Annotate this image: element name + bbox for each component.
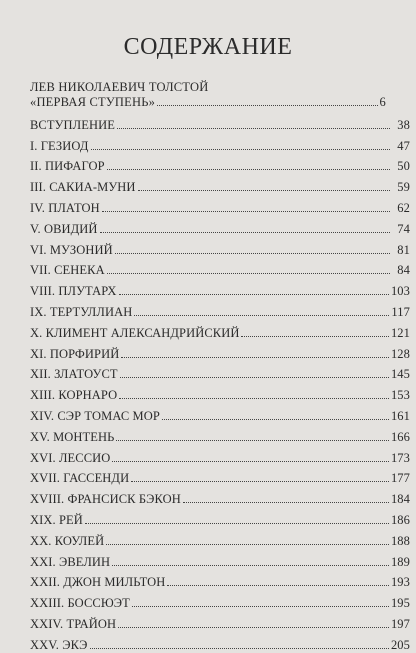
toc-entry-title: XV. МОНТЕНЬ (30, 429, 115, 444)
toc-entry[interactable] (30, 195, 410, 216)
page-number: 177 (390, 471, 410, 486)
page-number: 189 (390, 554, 410, 569)
page-number: 74 (397, 221, 410, 236)
page-number: 103 (390, 284, 410, 299)
dot-leader (119, 294, 389, 295)
page-number: 188 (390, 533, 410, 548)
dot-leader (85, 523, 389, 524)
dot-leader (107, 169, 390, 170)
page-number: 38 (397, 117, 410, 132)
toc-entry[interactable] (30, 424, 410, 445)
intro-author: ЛЕВ НИКОЛАЕВИЧ ТОЛСТОЙ (30, 80, 209, 94)
page-number: 117 (391, 304, 410, 319)
toc-entry-title: XIII. КОРНАРО (30, 388, 118, 403)
dot-leader (118, 627, 389, 628)
page-number: 153 (390, 388, 410, 403)
page-number: 145 (390, 367, 410, 382)
toc-entry[interactable] (30, 278, 410, 299)
page-number: 50 (397, 159, 410, 174)
page-number: 128 (390, 346, 410, 361)
page-number: 121 (390, 325, 410, 340)
toc-entry[interactable] (30, 341, 410, 362)
dot-leader (115, 253, 390, 254)
toc-entry-title: III. САКИА-МУНИ (30, 180, 136, 195)
toc-entry[interactable] (30, 237, 410, 258)
page-number: 193 (390, 575, 410, 590)
dot-leader (116, 440, 389, 441)
toc-entry[interactable] (30, 382, 410, 403)
toc-entry[interactable] (30, 507, 410, 528)
toc-entry-title: XVIII. ФРАНСИСК БЭКОН (30, 492, 181, 507)
toc-entry[interactable] (30, 466, 410, 487)
dot-leader (121, 357, 389, 358)
toc-entry[interactable] (30, 445, 410, 466)
toc-entry-title: XVI. ЛЕССИО (30, 450, 111, 465)
page-number: 47 (397, 138, 410, 153)
dot-leader (167, 585, 389, 586)
intro-entry[interactable] (30, 80, 386, 110)
toc-entry-title: V. ОВИДИЙ (30, 221, 98, 236)
toc-entry-title: XIX. РЕЙ (30, 512, 83, 527)
toc-entry-title: XIV. СЭР ТОМАС МОР (30, 408, 160, 423)
dot-leader (131, 481, 389, 482)
dot-leader (117, 128, 390, 129)
page-number: 84 (397, 263, 410, 278)
page-number: 81 (397, 242, 410, 257)
toc-entry[interactable] (30, 299, 410, 320)
toc-entry[interactable] (30, 632, 410, 653)
toc-entry-title: XXI. ЭВЕЛИН (30, 554, 111, 569)
toc-entry[interactable] (30, 133, 410, 154)
page-number: 161 (390, 408, 410, 423)
page-number: 197 (390, 616, 410, 631)
toc-entry[interactable] (30, 174, 410, 195)
toc-entry-title: VI. МУЗОНИЙ (30, 242, 113, 257)
toc-entry-title: IV. ПЛАТОН (30, 200, 100, 215)
page-number: 166 (390, 429, 410, 444)
toc-entry[interactable] (30, 611, 410, 632)
toc-entry-title: ВСТУПЛЕНИЕ (30, 117, 115, 132)
dot-leader (100, 232, 390, 233)
page-number: 59 (397, 180, 410, 195)
toc-entry[interactable] (30, 590, 410, 611)
page-number: 184 (390, 492, 410, 507)
dot-leader (162, 419, 389, 420)
dot-leader (138, 190, 390, 191)
page-number: 186 (390, 512, 410, 527)
dot-leader (119, 398, 389, 399)
toc-entry-title: XII. ЗЛАТОУСТ (30, 367, 118, 382)
dot-leader (107, 273, 390, 274)
dot-leader (132, 606, 389, 607)
toc-entry[interactable] (30, 403, 410, 424)
table-of-contents (30, 112, 410, 653)
dot-leader (112, 461, 389, 462)
dot-leader (90, 648, 389, 649)
toc-entry-title: XI. ПОРФИРИЙ (30, 346, 120, 361)
toc-entry-title: II. ПИФАГОР (30, 159, 105, 174)
dot-leader (183, 502, 389, 503)
toc-entry[interactable] (30, 362, 410, 383)
toc-entry-title: VII. СЕНЕКА (30, 263, 105, 278)
toc-entry-title: XXII. ДЖОН МИЛЬТОН (30, 575, 166, 590)
page-number: 173 (390, 450, 410, 465)
toc-entry-title: XXV. ЭКЭ (30, 637, 88, 652)
dot-leader (157, 105, 378, 106)
dot-leader (102, 211, 390, 212)
dot-leader (120, 377, 389, 378)
page-number: 195 (390, 596, 410, 611)
toc-entry-title: XXIV. ТРАЙОН (30, 616, 117, 631)
toc-entry[interactable] (30, 320, 410, 341)
toc-entry-title: XX. КОУЛЕЙ (30, 533, 105, 548)
toc-entry-title: VIII. ПЛУТАРХ (30, 284, 117, 299)
dot-leader (134, 315, 389, 316)
page-title: СОДЕРЖАНИЕ (123, 34, 293, 60)
toc-entry[interactable] (30, 528, 410, 549)
toc-entry[interactable] (30, 258, 410, 279)
page-number: 62 (397, 200, 410, 215)
toc-entry[interactable] (30, 216, 410, 237)
dot-leader (106, 544, 389, 545)
dot-leader (241, 336, 388, 337)
toc-entry[interactable] (30, 486, 410, 507)
toc-entry[interactable] (30, 154, 410, 175)
toc-entry-title: IX. ТЕРТУЛЛИАН (30, 304, 133, 319)
page-number: 6 (379, 95, 386, 109)
toc-entry-title: XXIII. БОССЮЭТ (30, 596, 130, 611)
toc-entry-title: X. КЛИМЕНТ АЛЕКСАНДРИЙСКИЙ (30, 325, 240, 340)
toc-entry[interactable] (30, 112, 410, 133)
toc-entry[interactable] (30, 570, 410, 591)
intro-work-title: «ПЕРВАЯ СТУПЕНЬ» (30, 95, 156, 109)
toc-entry-title: XVII. ГАССЕНДИ (30, 471, 130, 486)
dot-leader (91, 149, 390, 150)
toc-entry-title: I. ГЕЗИОД (30, 138, 89, 153)
toc-entry[interactable] (30, 549, 410, 570)
page-number: 205 (390, 637, 410, 652)
dot-leader (112, 565, 389, 566)
